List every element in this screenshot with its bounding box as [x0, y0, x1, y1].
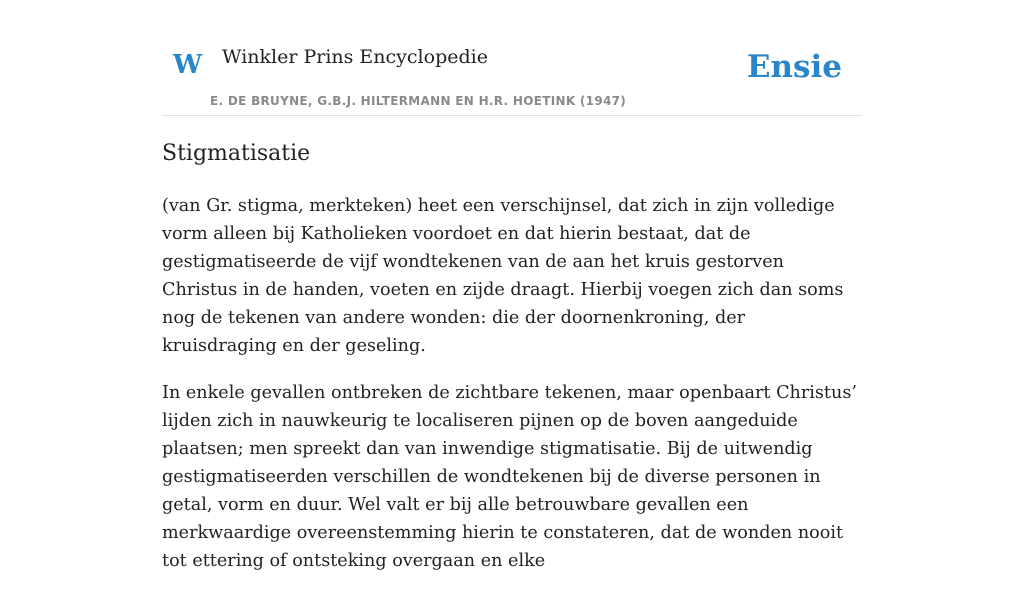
article-paragraph: In enkele gevallen ontbreken de zichtbare tekenen, maar openbaart Christus’ lijden zich in nauwkeurig te localiseren pijnen op de boven aangeduide plaatsen; men spreekt dan van inwendige stigmatisatie. Bij de uitwendig gestigmatiseerden verschillen de wondtekenen bij de diverse personen in getal, vorm en duur. Wel valt er bij alle betrouwbare gevallen een merkwaardige overeenstemming hierin te constateren, dat de wonden nooit tot ettering of ontsteking overgaan en elke — [162, 383, 857, 571]
publication-authors: E. DE BRUYNE, G.B.J. HILTERMANN EN H.R. HOETINK (1947) — [210, 94, 627, 108]
article-body — [162, 192, 862, 594]
winkler-prins-logo-icon[interactable]: W — [173, 50, 203, 80]
article-paragraph: (van Gr. stigma, merkteken) heet een verschijnsel, dat zich in zijn volledige vorm alleen bij Katholieken voordoet en dat hierin bestaat, dat de gestigmatiseerde de vijf wondtekenen van de aan het kruis gestorven Christus in de handen, voeten en zijde draagt. Hierbij voegen zich dan soms nog de tekenen van andere wonden: die der doornenkroning, der kruisdraging en der geseling. — [162, 196, 844, 356]
site-header — [162, 0, 862, 116]
ensie-brand-logo[interactable]: Ensie — [746, 49, 842, 85]
article-title: Stigmatisatie — [162, 141, 311, 166]
publication-title[interactable]: Winkler Prins Encyclopedie — [222, 46, 488, 68]
